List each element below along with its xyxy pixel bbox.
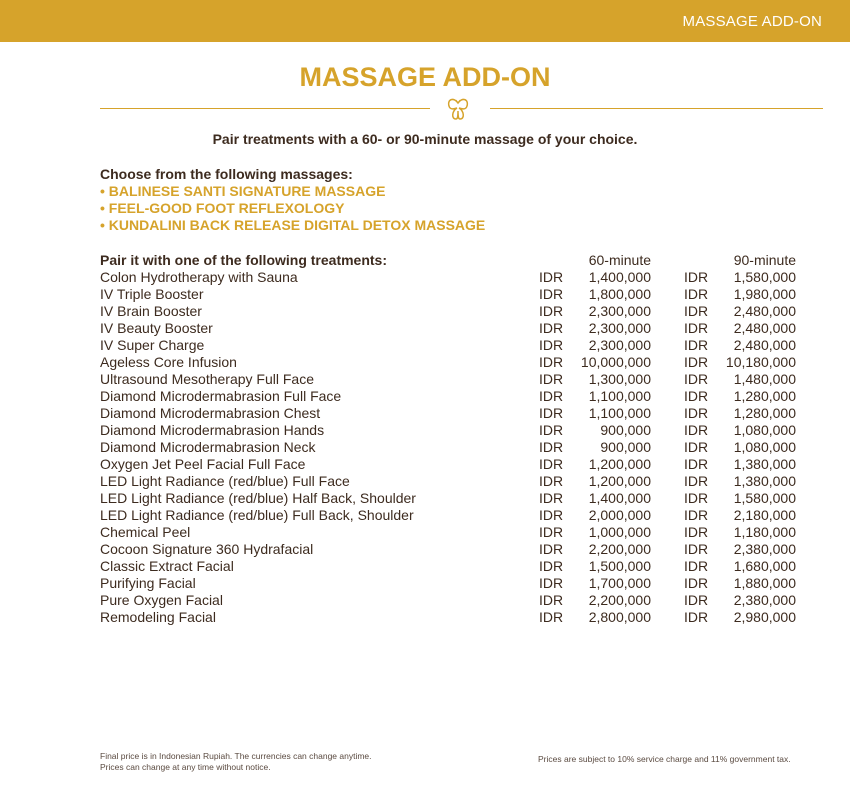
table-row [100,388,796,405]
divider-left [100,108,430,109]
price-60: 1,100,000 [588,405,651,421]
treatment-name: Chemical Peel [100,524,191,540]
price-60: 2,300,000 [588,337,651,353]
table-row [100,609,796,626]
currency-label: IDR [684,541,709,557]
price-60: 1,100,000 [588,388,651,404]
currency-label: IDR [539,422,564,438]
treatment-name: Ultrasound Mesotherapy Full Face [100,371,314,387]
currency-label: IDR [539,609,564,625]
currency-label: IDR [539,269,564,285]
treatment-name: IV Triple Booster [100,286,204,302]
price-90: 1,980,000 [733,286,796,302]
price-60: 1,800,000 [588,286,651,302]
price-90: 2,380,000 [733,541,796,557]
header-bar [0,0,850,42]
currency-label: IDR [539,490,564,506]
treatment-name: Ageless Core Infusion [100,354,237,370]
treatment-name: LED Light Radiance (red/blue) Half Back, Shoulder [100,490,416,506]
price-90: 1,580,000 [733,269,796,285]
treatment-name: Diamond Microdermabrasion Hands [100,422,325,438]
massage-item: • BALINESE SANTI SIGNATURE MASSAGE [100,183,386,199]
table-row [100,592,796,609]
price-60: 900,000 [600,422,651,438]
price-60: 2,300,000 [588,320,651,336]
treatment-name: Diamond Microdermabrasion Chest [100,405,321,421]
page-title: MASSAGE ADD-ON [299,62,551,92]
price-90: 1,580,000 [733,490,796,506]
currency-label: IDR [539,558,564,574]
currency-label: IDR [539,354,564,370]
footer-line: Final price is in Indonesian Rupiah. The currencies can change anytime. [100,751,372,761]
price-60: 2,000,000 [588,507,651,523]
price-60: 1,200,000 [588,473,651,489]
price-60: 1,400,000 [588,490,651,506]
col-90-header: 90-minute [733,252,796,268]
currency-label: IDR [684,405,709,421]
price-90: 1,280,000 [733,388,796,404]
price-60: 1,400,000 [588,269,651,285]
price-90: 1,180,000 [733,524,796,540]
treatment-name: IV Super Charge [100,337,205,353]
massage-item: • KUNDALINI BACK RELEASE DIGITAL DETOX MASSAGE [100,217,486,233]
table-row [100,575,796,592]
currency-label: IDR [684,320,709,336]
currency-label: IDR [684,337,709,353]
treatment-name: LED Light Radiance (red/blue) Full Face [100,473,350,489]
currency-label: IDR [684,269,709,285]
price-90: 2,980,000 [733,609,796,625]
price-60: 2,200,000 [588,592,651,608]
price-90: 1,080,000 [733,439,796,455]
treatment-name: Oxygen Jet Peel Facial Full Face [100,456,306,472]
currency-label: IDR [684,439,709,455]
table-row [100,524,796,541]
price-90: 10,180,000 [725,354,796,370]
currency-label: IDR [539,507,564,523]
treatment-name: Diamond Microdermabrasion Full Face [100,388,342,404]
currency-label: IDR [684,524,709,540]
price-90: 1,280,000 [733,405,796,421]
treatment-name: Remodeling Facial [100,609,216,625]
price-60: 1,700,000 [588,575,651,591]
treatment-name: IV Brain Booster [100,303,202,319]
table-row [100,456,796,473]
table-row [100,422,796,439]
currency-label: IDR [539,371,564,387]
currency-label: IDR [684,303,709,319]
price-90: 1,880,000 [733,575,796,591]
subtitle: Pair treatments with a 60- or 90-minute massage of your choice. [212,131,638,147]
table-row [100,405,796,422]
currency-label: IDR [539,388,564,404]
price-90: 2,380,000 [733,592,796,608]
table-row [100,269,796,286]
treatment-name: Diamond Microdermabrasion Neck [100,439,316,455]
currency-label: IDR [539,337,564,353]
footer-note-left [100,751,372,773]
table-row [100,558,796,575]
currency-label: IDR [684,507,709,523]
currency-label: IDR [539,439,564,455]
table-row [100,337,796,354]
currency-label: IDR [539,303,564,319]
price-60: 1,200,000 [588,456,651,472]
price-table [100,252,796,626]
currency-label: IDR [539,575,564,591]
currency-label: IDR [539,524,564,540]
massage-item: • FEEL-GOOD FOOT REFLEXOLOGY [100,200,345,216]
currency-label: IDR [539,592,564,608]
price-60: 2,800,000 [588,609,651,625]
table-row [100,303,796,320]
massage-options [100,166,485,234]
treatment-name: Colon Hydrotherapy with Sauna [100,269,298,285]
col-60-header: 60-minute [588,252,651,268]
currency-label: IDR [684,609,709,625]
currency-label: IDR [684,286,709,302]
currency-label: IDR [684,354,709,370]
treatment-name: IV Beauty Booster [100,320,213,336]
price-90: 1,480,000 [733,371,796,387]
table-row [100,473,796,490]
price-90: 2,180,000 [733,507,796,523]
currency-label: IDR [539,405,564,421]
currency-label: IDR [539,286,564,302]
footer-line: Prices can change at any time without notice. [100,762,271,772]
treatment-name: Pure Oxygen Facial [100,592,223,608]
choose-heading: Choose from the following massages: [100,166,353,182]
currency-label: IDR [684,456,709,472]
currency-label: IDR [684,558,709,574]
currency-label: IDR [539,456,564,472]
currency-label: IDR [684,473,709,489]
price-60: 10,000,000 [580,354,651,370]
treatment-name: Classic Extract Facial [100,558,234,574]
treatment-name: Purifying Facial [100,575,196,591]
table-row [100,439,796,456]
price-60: 900,000 [600,439,651,455]
butterfly-logo-icon [446,97,470,121]
price-60: 2,300,000 [588,303,651,319]
table-row [100,371,796,388]
table-row [100,490,796,507]
table-heading: Pair it with one of the following treatments: [100,252,388,268]
treatment-name: LED Light Radiance (red/blue) Full Back, Shoulder [100,507,414,523]
currency-label: IDR [539,320,564,336]
price-90: 1,680,000 [733,558,796,574]
table-row [100,354,796,371]
table-row [100,541,796,558]
price-90: 1,380,000 [733,456,796,472]
table-row [100,507,796,524]
divider-right [490,108,823,109]
currency-label: IDR [684,371,709,387]
currency-label: IDR [539,473,564,489]
currency-label: IDR [684,490,709,506]
currency-label: IDR [684,388,709,404]
price-60: 2,200,000 [588,541,651,557]
price-90: 1,380,000 [733,473,796,489]
currency-label: IDR [684,575,709,591]
currency-label: IDR [684,592,709,608]
price-60: 1,500,000 [588,558,651,574]
table-header [100,252,796,269]
price-90: 2,480,000 [733,320,796,336]
price-90: 2,480,000 [733,303,796,319]
table-row [100,320,796,337]
footer-note-right: Prices are subject to 10% service charge and 11% government tax. [538,754,791,764]
price-60: 1,300,000 [588,371,651,387]
header-tag: MASSAGE ADD-ON [682,13,822,30]
treatment-name: Cocoon Signature 360 Hydrafacial [100,541,314,557]
price-90: 1,080,000 [733,422,796,438]
currency-label: IDR [684,422,709,438]
currency-label: IDR [539,541,564,557]
table-row [100,286,796,303]
price-90: 2,480,000 [733,337,796,353]
price-60: 1,000,000 [588,524,651,540]
